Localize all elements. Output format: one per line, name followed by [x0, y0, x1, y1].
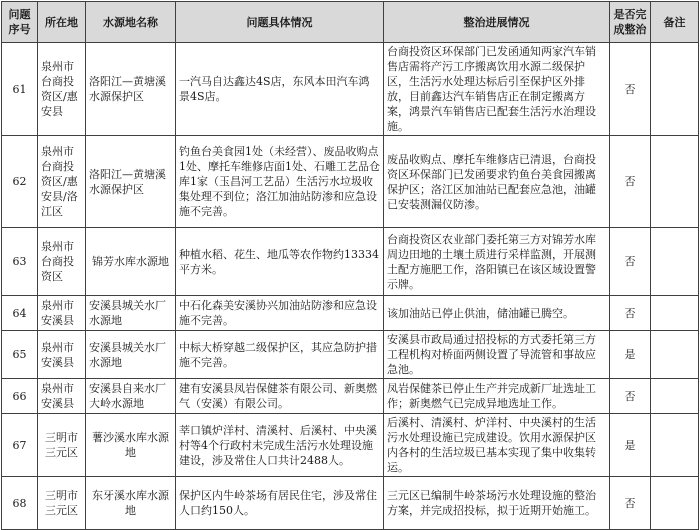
cell-location: 泉州市安溪县 — [38, 379, 86, 414]
cell-note — [651, 477, 699, 530]
cell-done: 否 — [610, 136, 651, 228]
cell-location: 三明市三元区 — [38, 477, 86, 530]
cell-note — [651, 379, 699, 414]
rectification-table — [1, 1, 699, 530]
table-row — [2, 414, 699, 477]
cell-location: 泉州市台商投资区 — [38, 228, 86, 296]
header-done: 是否完成整治 — [610, 2, 651, 43]
cell-problem: 建有安溪县凤岩保健茶有限公司、新奥燃气（安溪）有限公司。 — [176, 379, 384, 414]
cell-progress: 安溪县市政局通过招投标的方式委托第三方工程机构对桥面两侧设置了导流管和事故应急池。 — [384, 331, 610, 379]
cell-location: 三明市三元区 — [38, 414, 86, 477]
cell-progress: 凤岩保健茶已停止生产并完成新厂址选址工作；新奥燃气已完成异地选址工作。 — [384, 379, 610, 414]
cell-location: 泉州市安溪县 — [38, 331, 86, 379]
cell-location: 泉州市台商投资区/惠安县/洛江区 — [38, 136, 86, 228]
cell-note — [651, 228, 699, 296]
cell-no: 62 — [2, 136, 38, 228]
cell-problem: 保护区内牛岭茶场有居民住宅，涉及常住人口约150人。 — [176, 477, 384, 530]
cell-no: 65 — [2, 331, 38, 379]
table-row — [2, 331, 699, 379]
cell-no: 68 — [2, 477, 38, 530]
cell-problem: 中石化森美安溪协兴加油站防渗和应急设施不完善。 — [176, 296, 384, 331]
cell-problem: 中标大桥穿越二级保护区，其应急防护措施不完善。 — [176, 331, 384, 379]
cell-progress: 台商投资区环保部门已发函通知两家汽车销售店需将产污工序搬离饮用水源二级保护区，生活污水处理达标后引至保护区外排放，目前鑫达汽车销售店正在制定搬离方案，鸿景汽车销售店已配套生活污水治理设施。 — [384, 43, 610, 136]
cell-done: 否 — [610, 379, 651, 414]
header-location: 所在地 — [38, 2, 86, 43]
header-progress: 整治进展情况 — [384, 2, 610, 43]
cell-note — [651, 43, 699, 136]
cell-done: 否 — [610, 296, 651, 331]
table-row — [2, 477, 699, 530]
cell-problem: 钓鱼台美食园1处（未经营）、废品收购点1处、摩托车维修店面1处、石雕工艺品仓库1家（玉昌河工艺品）生活污水垃圾收集处理不到位；洛江加油站防渗和应急设施不完善。 — [176, 136, 384, 228]
cell-progress: 废品收购点、摩托车维修店已清退，台商投资区环保部门已发函要求钓鱼台美食园搬离保护区；洛江区加油站已配套应急池，油罐已安装测漏仪防渗。 — [384, 136, 610, 228]
cell-note — [651, 414, 699, 477]
cell-no: 67 — [2, 414, 38, 477]
header-no: 问题序号 — [2, 2, 38, 43]
cell-source: 洛阳江—黄塘溪水源保护区 — [86, 43, 176, 136]
cell-location: 泉州市台商投资区/惠安县 — [38, 43, 86, 136]
cell-source: 洛阳江—黄塘溪水源保护区 — [86, 136, 176, 228]
cell-note — [651, 296, 699, 331]
table-row — [2, 43, 699, 136]
header-source: 水源地名称 — [86, 2, 176, 43]
cell-progress: 台商投资区农业部门委托第三方对锦芳水库周边田地的土壤土质进行采样监测，开展测土配方施肥工作，洛阳镇已在该区域设置警示牌。 — [384, 228, 610, 296]
cell-note — [651, 331, 699, 379]
cell-no: 66 — [2, 379, 38, 414]
cell-location: 泉州市安溪县 — [38, 296, 86, 331]
cell-problem: 一汽马自达鑫达4S店，东风本田汽车鸿景4S店。 — [176, 43, 384, 136]
header-note: 备注 — [651, 2, 699, 43]
cell-no: 63 — [2, 228, 38, 296]
table-row — [2, 136, 699, 228]
cell-progress: 三元区已编制牛岭茶场污水处理设施的整治方案，并完成招投标，拟于近期开始施工。 — [384, 477, 610, 530]
cell-source: 薯沙溪水库水源地 — [86, 414, 176, 477]
cell-progress: 该加油站已停止供油，储油罐已腾空。 — [384, 296, 610, 331]
cell-source: 安溪县城关水厂水源地 — [86, 296, 176, 331]
cell-done: 是 — [610, 414, 651, 477]
cell-done: 否 — [610, 228, 651, 296]
cell-no: 64 — [2, 296, 38, 331]
cell-done: 是 — [610, 331, 651, 379]
cell-source: 锦芳水库水源地 — [86, 228, 176, 296]
cell-source: 安溪县城关水厂水源地 — [86, 331, 176, 379]
header-row — [2, 2, 699, 43]
cell-source: 安溪县自来水厂大岭水源地 — [86, 379, 176, 414]
cell-source: 东牙溪水库水源地 — [86, 477, 176, 530]
cell-no: 61 — [2, 43, 38, 136]
cell-note — [651, 136, 699, 228]
table-row — [2, 296, 699, 331]
table-row — [2, 379, 699, 414]
header-problem: 问题具体情况 — [176, 2, 384, 43]
cell-problem: 莘口镇炉洋村、清溪村、后溪村、中央溪村等4个行政村未完成生活污水处理设施建设，涉及常住人口共计2488人。 — [176, 414, 384, 477]
cell-done: 否 — [610, 43, 651, 136]
cell-progress: 后溪村、清溪村、炉洋村、中央溪村的生活污水处理设施已完成建设。饮用水源保护区内各村的生活垃圾已基本实现了集中收集转运。 — [384, 414, 610, 477]
cell-done: 否 — [610, 477, 651, 530]
table-row — [2, 228, 699, 296]
cell-problem: 种植水稻、花生、地瓜等农作物约13334平方米。 — [176, 228, 384, 296]
